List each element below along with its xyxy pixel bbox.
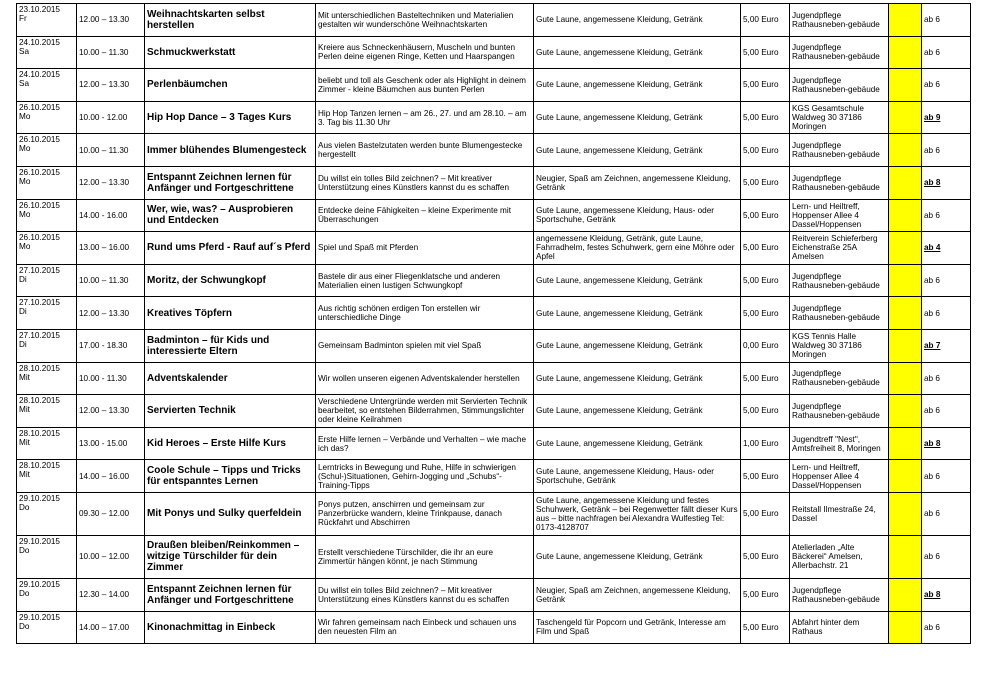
price-cell: 5,00 Euro bbox=[741, 297, 790, 330]
time-cell: 09.30 – 12.00 bbox=[77, 492, 145, 535]
date-text: 24.10.2015 bbox=[19, 70, 60, 80]
time-cell: 10.00 – 11.30 bbox=[77, 134, 145, 167]
description-cell: Du willst ein tolles Bild zeichnen? – Mit kreativer Unterstützung eines Künstlers kannst du es schaffen bbox=[316, 578, 534, 611]
date-text: 28.10.2015 bbox=[19, 461, 60, 471]
highlight-cell bbox=[889, 264, 922, 297]
age-text: ab 6 bbox=[924, 471, 940, 481]
price-cell: 5,00 Euro bbox=[741, 232, 790, 265]
course-title: Kreatives Töpfern bbox=[145, 297, 316, 330]
course-title: Draußen bleiben/Reinkommen – witzige Türschilder für dein Zimmer bbox=[145, 535, 316, 578]
requirements-cell: Gute Laune, angemessene Kleidung, Getränk bbox=[534, 69, 741, 102]
date-text: 29.10.2015 bbox=[19, 579, 60, 589]
highlight-cell bbox=[889, 199, 922, 232]
age-text: ab 6 bbox=[924, 509, 940, 519]
course-title: Mit Ponys und Sulky querfeldein bbox=[145, 492, 316, 535]
age-cell bbox=[922, 166, 971, 199]
requirements-cell: Gute Laune, angemessene Kleidung, Getränk bbox=[534, 535, 741, 578]
time-cell: 14.00 – 16.00 bbox=[77, 460, 145, 493]
course-title: Perlenbäumchen bbox=[145, 69, 316, 102]
weekday-text: Sa bbox=[19, 46, 30, 56]
highlight-cell bbox=[889, 297, 922, 330]
location-cell: Jugendpflege Rathausneben-gebäude bbox=[790, 264, 889, 297]
course-title: Entspannt Zeichnen lernen für Anfänger und Fortgeschrittene bbox=[145, 578, 316, 611]
highlight-cell bbox=[889, 492, 922, 535]
requirements-cell: Gute Laune, angemessene Kleidung, Getränk bbox=[534, 427, 741, 460]
date-text: 27.10.2015 bbox=[19, 298, 60, 308]
table-row bbox=[17, 101, 971, 134]
course-title: Wer, wie, was? – Ausprobieren und Entdecken bbox=[145, 199, 316, 232]
weekday-text: Mo bbox=[19, 144, 31, 154]
age-text: ab 6 bbox=[924, 210, 940, 220]
price-cell: 5,00 Euro bbox=[741, 101, 790, 134]
weekday-text: Sa bbox=[19, 79, 30, 89]
weekday-text: Do bbox=[19, 545, 30, 555]
highlight-cell bbox=[889, 460, 922, 493]
location-cell: Atelierladen „Alte Bäckerei“ Amelsen, Allerbachstr. 21 bbox=[790, 535, 889, 578]
age-text: ab 6 bbox=[924, 15, 940, 25]
description-cell: Du willst ein tolles Bild zeichnen? – Mit kreativer Unterstützung eines Künstlers kannst du es schaffen bbox=[316, 166, 534, 199]
description-cell: Lerntricks in Bewegung und Ruhe, Hilfe in schwierigen (Schul-)Situationen, Gehirn-Jogging und „Schubs“-Training-Tipps bbox=[316, 460, 534, 493]
time-cell: 12.00 – 13.30 bbox=[77, 395, 145, 428]
date-cell bbox=[17, 36, 77, 69]
age-text: ab 8 bbox=[924, 178, 941, 188]
date-cell bbox=[17, 232, 77, 265]
time-cell: 17.00 - 18.30 bbox=[77, 329, 145, 362]
weekday-text: Mit bbox=[19, 372, 30, 382]
location-cell: KGS Tennis Halle Waldweg 30 37186 Moringen bbox=[790, 329, 889, 362]
highlight-cell bbox=[889, 611, 922, 644]
location-cell: Reitstall Ilmestraße 24, Dassel bbox=[790, 492, 889, 535]
weekday-text: Mit bbox=[19, 405, 30, 415]
course-title: Schmuckwerkstatt bbox=[145, 36, 316, 69]
time-cell: 14.00 – 17.00 bbox=[77, 611, 145, 644]
date-text: 23.10.2015 bbox=[19, 5, 60, 14]
weekday-text: Mo bbox=[19, 209, 31, 219]
age-cell bbox=[922, 36, 971, 69]
time-cell: 12.00 – 13.30 bbox=[77, 297, 145, 330]
requirements-cell: Gute Laune, angemessene Kleidung, Haus- oder Sportschuhe, Getränk bbox=[534, 460, 741, 493]
price-cell: 0,00 Euro bbox=[741, 329, 790, 362]
time-cell: 10.00 - 11.30 bbox=[77, 362, 145, 395]
requirements-cell: Gute Laune, angemessene Kleidung, Haus- oder Sportschuhe, Getränk bbox=[534, 199, 741, 232]
location-cell: Lern- und Heiltreff, Hoppenser Allee 4 Dassel/Hoppensen bbox=[790, 199, 889, 232]
location-cell: Jugendpflege Rathausneben-gebäude bbox=[790, 395, 889, 428]
description-cell: Entdecke deine Fähigkeiten – kleine Experimente mit Überraschungen bbox=[316, 199, 534, 232]
highlight-cell bbox=[889, 578, 922, 611]
date-cell bbox=[17, 535, 77, 578]
age-text: ab 6 bbox=[924, 80, 940, 90]
highlight-cell bbox=[889, 362, 922, 395]
weekday-text: Do bbox=[19, 621, 30, 631]
age-text: ab 6 bbox=[924, 373, 940, 383]
time-cell: 10.00 – 11.30 bbox=[77, 36, 145, 69]
date-text: 29.10.2015 bbox=[19, 493, 60, 503]
date-text: 29.10.2015 bbox=[19, 536, 60, 546]
requirements-cell: angemessene Kleidung, Getränk, gute Laune, Fahrradhelm, festes Schuhwerk, gern eine Möhre oder Apfel bbox=[534, 232, 741, 265]
price-cell: 5,00 Euro bbox=[741, 492, 790, 535]
table-row bbox=[17, 297, 971, 330]
location-cell: Jugendpflege Rathausneben-gebäude bbox=[790, 362, 889, 395]
requirements-cell: Gute Laune, angemessene Kleidung, Getränk bbox=[534, 4, 741, 37]
price-cell: 5,00 Euro bbox=[741, 395, 790, 428]
date-cell bbox=[17, 395, 77, 428]
price-cell: 1,00 Euro bbox=[741, 427, 790, 460]
requirements-cell: Gute Laune, angemessene Kleidung, Getränk bbox=[534, 297, 741, 330]
highlight-cell bbox=[889, 535, 922, 578]
highlight-cell bbox=[889, 427, 922, 460]
time-cell: 13.00 - 15.00 bbox=[77, 427, 145, 460]
age-cell bbox=[922, 101, 971, 134]
description-cell: Aus vielen Bastelzutaten werden bunte Blumengestecke hergestellt bbox=[316, 134, 534, 167]
time-cell: 12.00 – 13.30 bbox=[77, 166, 145, 199]
age-text: ab 6 bbox=[924, 622, 940, 632]
table-row bbox=[17, 535, 971, 578]
age-cell bbox=[922, 535, 971, 578]
price-cell: 5,00 Euro bbox=[741, 199, 790, 232]
description-cell: Wir fahren gemeinsam nach Einbeck und schauen uns den neuesten Film an bbox=[316, 611, 534, 644]
course-title: Adventskalender bbox=[145, 362, 316, 395]
date-cell bbox=[17, 492, 77, 535]
price-cell: 5,00 Euro bbox=[741, 69, 790, 102]
date-cell bbox=[17, 264, 77, 297]
date-cell bbox=[17, 427, 77, 460]
requirements-cell: Gute Laune, angemessene Kleidung, Getränk bbox=[534, 36, 741, 69]
table-row bbox=[17, 578, 971, 611]
age-cell bbox=[922, 427, 971, 460]
age-cell bbox=[922, 460, 971, 493]
description-cell: Ponys putzen, anschirren und gemeinsam zur Panzerbrücke wandern, kleine Trinkpause, danach Rückfahrt und Abschirren bbox=[316, 492, 534, 535]
time-cell: 10.00 - 12.00 bbox=[77, 101, 145, 134]
date-text: 26.10.2015 bbox=[19, 135, 60, 145]
age-cell bbox=[922, 199, 971, 232]
table-row bbox=[17, 460, 971, 493]
age-text: ab 9 bbox=[924, 113, 941, 123]
price-cell: 5,00 Euro bbox=[741, 264, 790, 297]
schedule-page bbox=[16, 3, 971, 644]
date-text: 27.10.2015 bbox=[19, 330, 60, 340]
requirements-cell: Gute Laune, angemessene Kleidung, Getränk bbox=[534, 134, 741, 167]
requirements-cell: Gute Laune, angemessene Kleidung und festes Schuhwerk, Getränk – bei Regenwetter fällt dieser Kurs aus – bitte nachfragen bei Alexandra Wulfestieg Tel: 0173-4128707 bbox=[534, 492, 741, 535]
age-text: ab 7 bbox=[924, 341, 941, 351]
table-row bbox=[17, 4, 971, 37]
weekday-text: Mo bbox=[19, 111, 31, 121]
price-cell: 5,00 Euro bbox=[741, 36, 790, 69]
age-text: ab 6 bbox=[924, 308, 940, 318]
table-row bbox=[17, 492, 971, 535]
requirements-cell: Gute Laune, angemessene Kleidung, Getränk bbox=[534, 264, 741, 297]
location-cell: Abfahrt hinter dem Rathaus bbox=[790, 611, 889, 644]
date-text: 26.10.2015 bbox=[19, 167, 60, 177]
date-text: 28.10.2015 bbox=[19, 363, 60, 373]
date-text: 26.10.2015 bbox=[19, 233, 60, 243]
course-title: Kid Heroes – Erste Hilfe Kurs bbox=[145, 427, 316, 460]
weekday-text: Do bbox=[19, 502, 30, 512]
age-text: ab 4 bbox=[924, 243, 941, 253]
course-title: Entspannt Zeichnen lernen für Anfänger und Fortgeschrittene bbox=[145, 166, 316, 199]
age-cell bbox=[922, 611, 971, 644]
price-cell: 5,00 Euro bbox=[741, 362, 790, 395]
weekday-text: Fr bbox=[19, 14, 27, 23]
weekday-text: Di bbox=[19, 307, 27, 317]
weekday-text: Mo bbox=[19, 242, 31, 252]
price-cell: 5,00 Euro bbox=[741, 166, 790, 199]
highlight-cell bbox=[889, 134, 922, 167]
time-cell: 12.30 – 14.00 bbox=[77, 578, 145, 611]
highlight-cell bbox=[889, 166, 922, 199]
requirements-cell: Gute Laune, angemessene Kleidung, Getränk bbox=[534, 395, 741, 428]
requirements-cell: Gute Laune, angemessene Kleidung, Getränk bbox=[534, 101, 741, 134]
date-cell bbox=[17, 329, 77, 362]
age-cell bbox=[922, 329, 971, 362]
price-cell: 5,00 Euro bbox=[741, 611, 790, 644]
highlight-cell bbox=[889, 69, 922, 102]
price-cell: 5,00 Euro bbox=[741, 535, 790, 578]
table-row bbox=[17, 329, 971, 362]
age-cell bbox=[922, 134, 971, 167]
location-cell: Jugendtreff "Nest", Amtsfreiheit 8, Moringen bbox=[790, 427, 889, 460]
time-cell: 13.00 – 16.00 bbox=[77, 232, 145, 265]
weekday-text: Do bbox=[19, 588, 30, 598]
time-cell: 12.00 – 13.30 bbox=[77, 69, 145, 102]
description-cell: Spiel und Spaß mit Pferden bbox=[316, 232, 534, 265]
location-cell: Jugendpflege Rathausneben-gebäude bbox=[790, 166, 889, 199]
highlight-cell bbox=[889, 4, 922, 37]
weekday-text: Di bbox=[19, 274, 27, 284]
weekday-text: Di bbox=[19, 339, 27, 349]
price-cell: 5,00 Euro bbox=[741, 4, 790, 37]
table-row bbox=[17, 264, 971, 297]
time-cell: 14.00 - 16.00 bbox=[77, 199, 145, 232]
table-row bbox=[17, 36, 971, 69]
course-title: Servierten Technik bbox=[145, 395, 316, 428]
age-cell bbox=[922, 362, 971, 395]
course-title: Hip Hop Dance – 3 Tages Kurs bbox=[145, 101, 316, 134]
date-cell bbox=[17, 362, 77, 395]
age-cell bbox=[922, 297, 971, 330]
location-cell: Jugendpflege Rathausneben-gebäude bbox=[790, 69, 889, 102]
date-text: 29.10.2015 bbox=[19, 612, 60, 622]
description-cell: Erste Hilfe lernen – Verbände und Verhalten – wie mache ich das? bbox=[316, 427, 534, 460]
age-text: ab 6 bbox=[924, 145, 940, 155]
date-cell bbox=[17, 134, 77, 167]
weekday-text: Mit bbox=[19, 437, 30, 447]
location-cell: Jugendpflege Rathausneben-gebäude bbox=[790, 36, 889, 69]
age-cell bbox=[922, 69, 971, 102]
description-cell: Erstellt verschiedene Türschilder, die ihr an eure Zimmertür hängen könnt, je nach Stimmung bbox=[316, 535, 534, 578]
date-text: 26.10.2015 bbox=[19, 102, 60, 112]
age-text: ab 6 bbox=[924, 406, 940, 416]
description-cell: Verschiedene Untergründe werden mit Servierten Technik bearbeitet, so entstehen Bilderrahmen, Stimmungslichter oder kleine Keilrahmen bbox=[316, 395, 534, 428]
location-cell: Lern- und Heiltreff, Hoppenser Allee 4 Dassel/Hoppensen bbox=[790, 460, 889, 493]
description-cell: beliebt und toll als Geschenk oder als Highlight in deinem Zimmer - kleine Bäumchen aus bunten Perlen bbox=[316, 69, 534, 102]
age-cell bbox=[922, 395, 971, 428]
highlight-cell bbox=[889, 329, 922, 362]
time-cell: 10.00 – 11.30 bbox=[77, 264, 145, 297]
description-cell: Aus richtig schönen erdigen Ton erstellen wir unterschiedliche Dinge bbox=[316, 297, 534, 330]
date-cell bbox=[17, 101, 77, 134]
location-cell: Jugendpflege Rathausneben-gebäude bbox=[790, 4, 889, 37]
course-title: Coole Schule – Tipps und Tricks für entspanntes Lernen bbox=[145, 460, 316, 493]
date-cell bbox=[17, 199, 77, 232]
requirements-cell: Neugier, Spaß am Zeichnen, angemessene Kleidung, Getränk bbox=[534, 578, 741, 611]
table-row bbox=[17, 395, 971, 428]
course-rows bbox=[17, 4, 971, 644]
age-text: ab 6 bbox=[924, 276, 940, 286]
age-cell bbox=[922, 232, 971, 265]
course-title: Weihnachtskarten selbst herstellen bbox=[145, 4, 316, 37]
price-cell: 5,00 Euro bbox=[741, 578, 790, 611]
description-cell: Kreiere aus Schneckenhäusern, Muscheln und bunten Perlen deine eigenen Ringe, Ketten und Haarspangen bbox=[316, 36, 534, 69]
date-cell bbox=[17, 69, 77, 102]
date-text: 27.10.2015 bbox=[19, 265, 60, 275]
requirements-cell: Taschengeld für Popcorn und Getränk, Interesse am Film und Spaß bbox=[534, 611, 741, 644]
date-cell bbox=[17, 166, 77, 199]
table-row bbox=[17, 199, 971, 232]
location-cell: Jugendpflege Rathausneben-gebäude bbox=[790, 134, 889, 167]
description-cell: Hip Hop Tanzen lernen – am 26., 27. und am 28.10. – am 3. Tag bis 11.30 Uhr bbox=[316, 101, 534, 134]
price-cell: 5,00 Euro bbox=[741, 460, 790, 493]
requirements-cell: Gute Laune, angemessene Kleidung, Getränk bbox=[534, 362, 741, 395]
date-cell bbox=[17, 611, 77, 644]
course-title: Badminton – für Kids und interessierte Eltern bbox=[145, 329, 316, 362]
requirements-cell: Neugier, Spaß am Zeichnen, angemessene Kleidung, Getränk bbox=[534, 166, 741, 199]
age-text: ab 6 bbox=[924, 47, 940, 57]
price-cell: 5,00 Euro bbox=[741, 134, 790, 167]
date-cell bbox=[17, 578, 77, 611]
date-text: 28.10.2015 bbox=[19, 396, 60, 406]
location-cell: Jugendpflege Rathausneben-gebäude bbox=[790, 297, 889, 330]
description-cell: Gemeinsam Badminton spielen mit viel Spaß bbox=[316, 329, 534, 362]
age-cell bbox=[922, 264, 971, 297]
age-cell bbox=[922, 578, 971, 611]
location-cell: Jugendpflege Rathausneben-gebäude bbox=[790, 578, 889, 611]
table-row bbox=[17, 362, 971, 395]
age-text: ab 6 bbox=[924, 552, 940, 562]
course-title: Rund ums Pferd - Rauf auf´s Pferd bbox=[145, 232, 316, 265]
date-text: 24.10.2015 bbox=[19, 37, 60, 47]
location-cell: Reitverein Schieferberg Eichenstraße 25A Amelsen bbox=[790, 232, 889, 265]
date-text: 28.10.2015 bbox=[19, 428, 60, 438]
weekday-text: Mo bbox=[19, 176, 31, 186]
requirements-cell: Gute Laune, angemessene Kleidung, Getränk bbox=[534, 329, 741, 362]
table-row bbox=[17, 69, 971, 102]
table-row bbox=[17, 427, 971, 460]
table-row bbox=[17, 166, 971, 199]
course-table bbox=[16, 3, 971, 644]
date-cell bbox=[17, 460, 77, 493]
description-cell: Wir wollen unseren eigenen Adventskalender herstellen bbox=[316, 362, 534, 395]
age-text: ab 8 bbox=[924, 439, 941, 449]
course-title: Moritz, der Schwungkopf bbox=[145, 264, 316, 297]
table-row bbox=[17, 611, 971, 644]
description-cell: Mit unterschiedlichen Basteltechniken und Materialien gestalten wir wunderschöne Weihnachtskarten bbox=[316, 4, 534, 37]
age-cell bbox=[922, 4, 971, 37]
description-cell: Bastele dir aus einer Fliegenklatsche und anderen Materialien einen lustigen Schwungkopf bbox=[316, 264, 534, 297]
age-cell bbox=[922, 492, 971, 535]
course-title: Immer blühendes Blumengesteck bbox=[145, 134, 316, 167]
table-row bbox=[17, 232, 971, 265]
weekday-text: Mit bbox=[19, 470, 30, 480]
time-cell: 10.00 – 12.00 bbox=[77, 535, 145, 578]
time-cell: 12.00 – 13.30 bbox=[77, 4, 145, 37]
location-cell: KGS Gesamtschule Waldweg 30 37186 Moringen bbox=[790, 101, 889, 134]
course-title: Kinonachmittag in Einbeck bbox=[145, 611, 316, 644]
age-text: ab 8 bbox=[924, 590, 941, 600]
date-text: 26.10.2015 bbox=[19, 200, 60, 210]
date-cell bbox=[17, 297, 77, 330]
table-row bbox=[17, 134, 971, 167]
highlight-cell bbox=[889, 395, 922, 428]
highlight-cell bbox=[889, 232, 922, 265]
highlight-cell bbox=[889, 101, 922, 134]
date-cell bbox=[17, 4, 77, 37]
highlight-cell bbox=[889, 36, 922, 69]
